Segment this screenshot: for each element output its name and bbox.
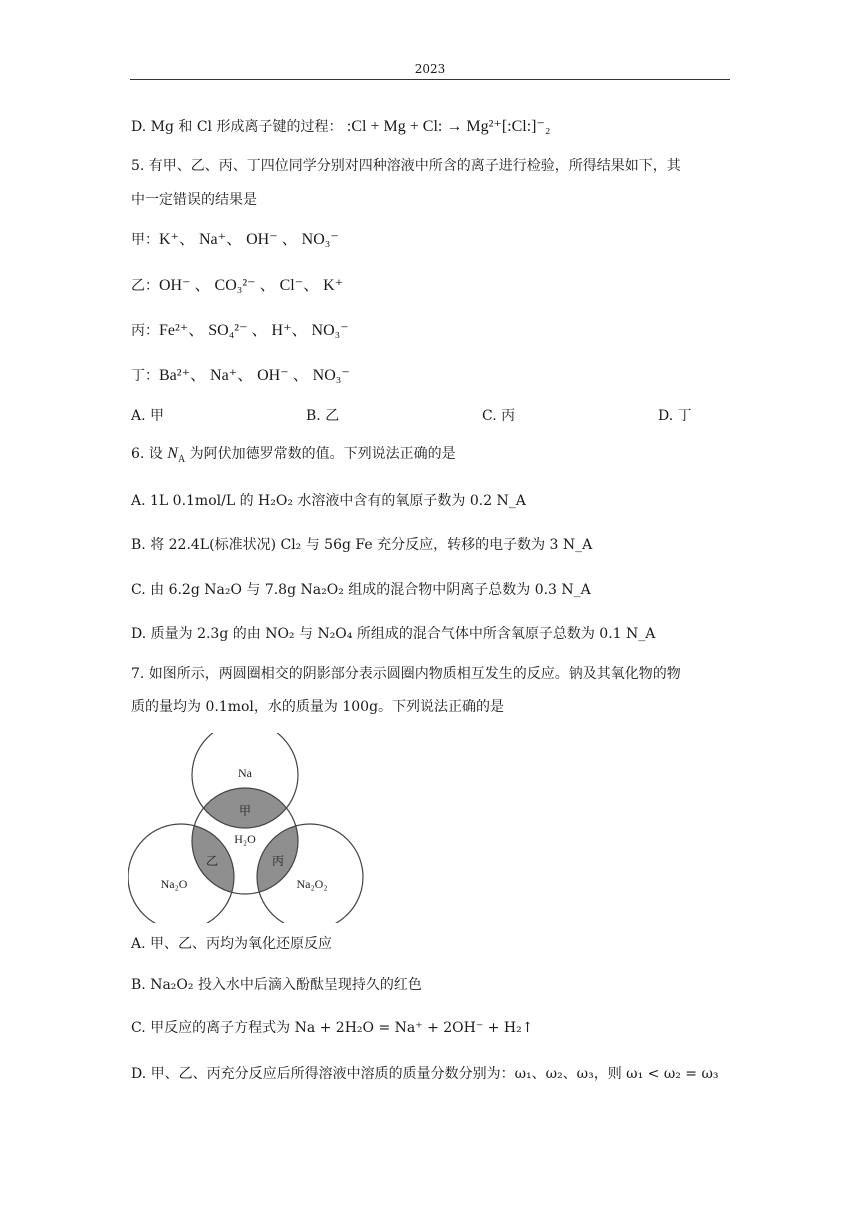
q6-option-a: A. 1L 0.1mol/L 的 H₂O₂ 水溶液中含有的氧原子数为 0.2 N_A: [131, 493, 526, 509]
q7-option-b: B. Na₂O₂ 投入水中后滴入酚酞呈现持久的红色: [131, 977, 422, 993]
q6-option-c: C. 由 6.2g Na₂O 与 7.8g Na₂O₂ 组成的混合物中阴离子总数为 0.3 N_A: [131, 582, 591, 598]
page-header-year: 2023: [414, 62, 446, 76]
q5-option-d: D. 丁: [658, 408, 692, 424]
label-yi: 乙: [205, 854, 219, 868]
label-na2o2: Na₂O₂: [296, 877, 328, 891]
q4-ionic-bond-formula: [347, 118, 551, 135]
q7-option-a: A. 甲、乙、丙均为氧化还原反应: [131, 936, 333, 952]
label-na2o: Na₂O: [160, 877, 188, 891]
q5-option-b: B. 乙: [306, 408, 340, 424]
product: Mg²⁺[:Cl:]⁻₂: [466, 118, 551, 135]
q5-row-jia: [131, 230, 339, 250]
q5-stem-line2: 中一定错误的结果是: [131, 192, 257, 208]
q6-stem: [131, 444, 456, 470]
label-jia: 甲: [238, 804, 252, 818]
label-bing: 丙: [271, 854, 285, 868]
label-h2o: H₂O: [234, 832, 256, 846]
avogadro-symbol: $N_A$: [167, 445, 186, 466]
q7-stem-line1: 7. 如图所示，两圆圈相交的阴影部分表示圆圈内物质相互发生的反应。钠及其氧化物的物: [131, 666, 681, 682]
row-ions: Ba²⁺、 Na⁺、 OH⁻ 、 NO₃⁻: [159, 367, 350, 384]
row-ions: Fe²⁺、 SO₄²⁻ 、 H⁺、 NO₃⁻: [159, 322, 349, 339]
q4-option-d-text: D. Mg 和 Cl 形成离子键的过程：: [131, 119, 343, 135]
q7-stem-line2: 质的量均为 0.1mol，水的质量为 100g。下列说法正确的是: [131, 699, 505, 715]
q6-stem-post: 为阿伏加德罗常数的值。下列说法正确的是: [189, 446, 456, 462]
q7-option-d: D. 甲、乙、丙充分反应后所得溶液中溶质的质量分数分别为：ω₁、ω₂、ω₃，则 ω₁ < ω₂ = ω₃: [131, 1066, 719, 1082]
q5-option-c: C. 丙: [482, 408, 516, 424]
row-label: 丁：: [131, 368, 159, 384]
q5-row-ding: [131, 366, 350, 386]
q4-option-d: [131, 117, 551, 137]
row-label: 丙：: [131, 323, 159, 339]
q5-stem-line1: 5. 有甲、乙、丙、丁四位同学分别对四种溶液中所含的离子进行检验，所得结果如下，其: [131, 158, 681, 174]
cl-right: Cl:: [422, 118, 443, 135]
q5-option-a: A. 甲: [131, 408, 165, 424]
q6-stem-pre: 6. 设: [131, 446, 163, 462]
row-label: 乙：: [131, 278, 159, 294]
q6-option-b: B. 将 22.4L(标准状况) Cl₂ 与 56g Fe 充分反应，转移的电子数为 3 N_A: [131, 537, 593, 553]
row-label: 甲：: [131, 232, 159, 248]
q6-option-d: D. 质量为 2.3g 的由 NO₂ 与 N₂O₄ 所组成的混合气体中所含氧原子总数为 0.1 N_A: [131, 626, 656, 642]
q7-option-c: C. 甲反应的离子方程式为 Na + 2H₂O = Na⁺ + 2OH⁻ + H₂↑: [131, 1020, 534, 1036]
header-rule: [130, 79, 730, 80]
row-ions: K⁺、 Na⁺、 OH⁻ 、 NO₃⁻: [159, 231, 339, 248]
plus-2: +: [409, 118, 419, 135]
reaction-arrow: →: [446, 118, 463, 135]
row-ions: OH⁻ 、 CO₃²⁻ 、 Cl⁻、 K⁺: [159, 277, 344, 294]
cl-left: :Cl: [346, 118, 367, 135]
label-na: Na: [238, 766, 252, 780]
plus-1: +: [370, 118, 380, 135]
q5-row-bing: [131, 321, 349, 341]
venn-diagram: [128, 733, 364, 923]
q5-row-yi: [131, 276, 343, 296]
mg: Mg: [383, 118, 406, 135]
n-letter: N: [167, 445, 178, 462]
